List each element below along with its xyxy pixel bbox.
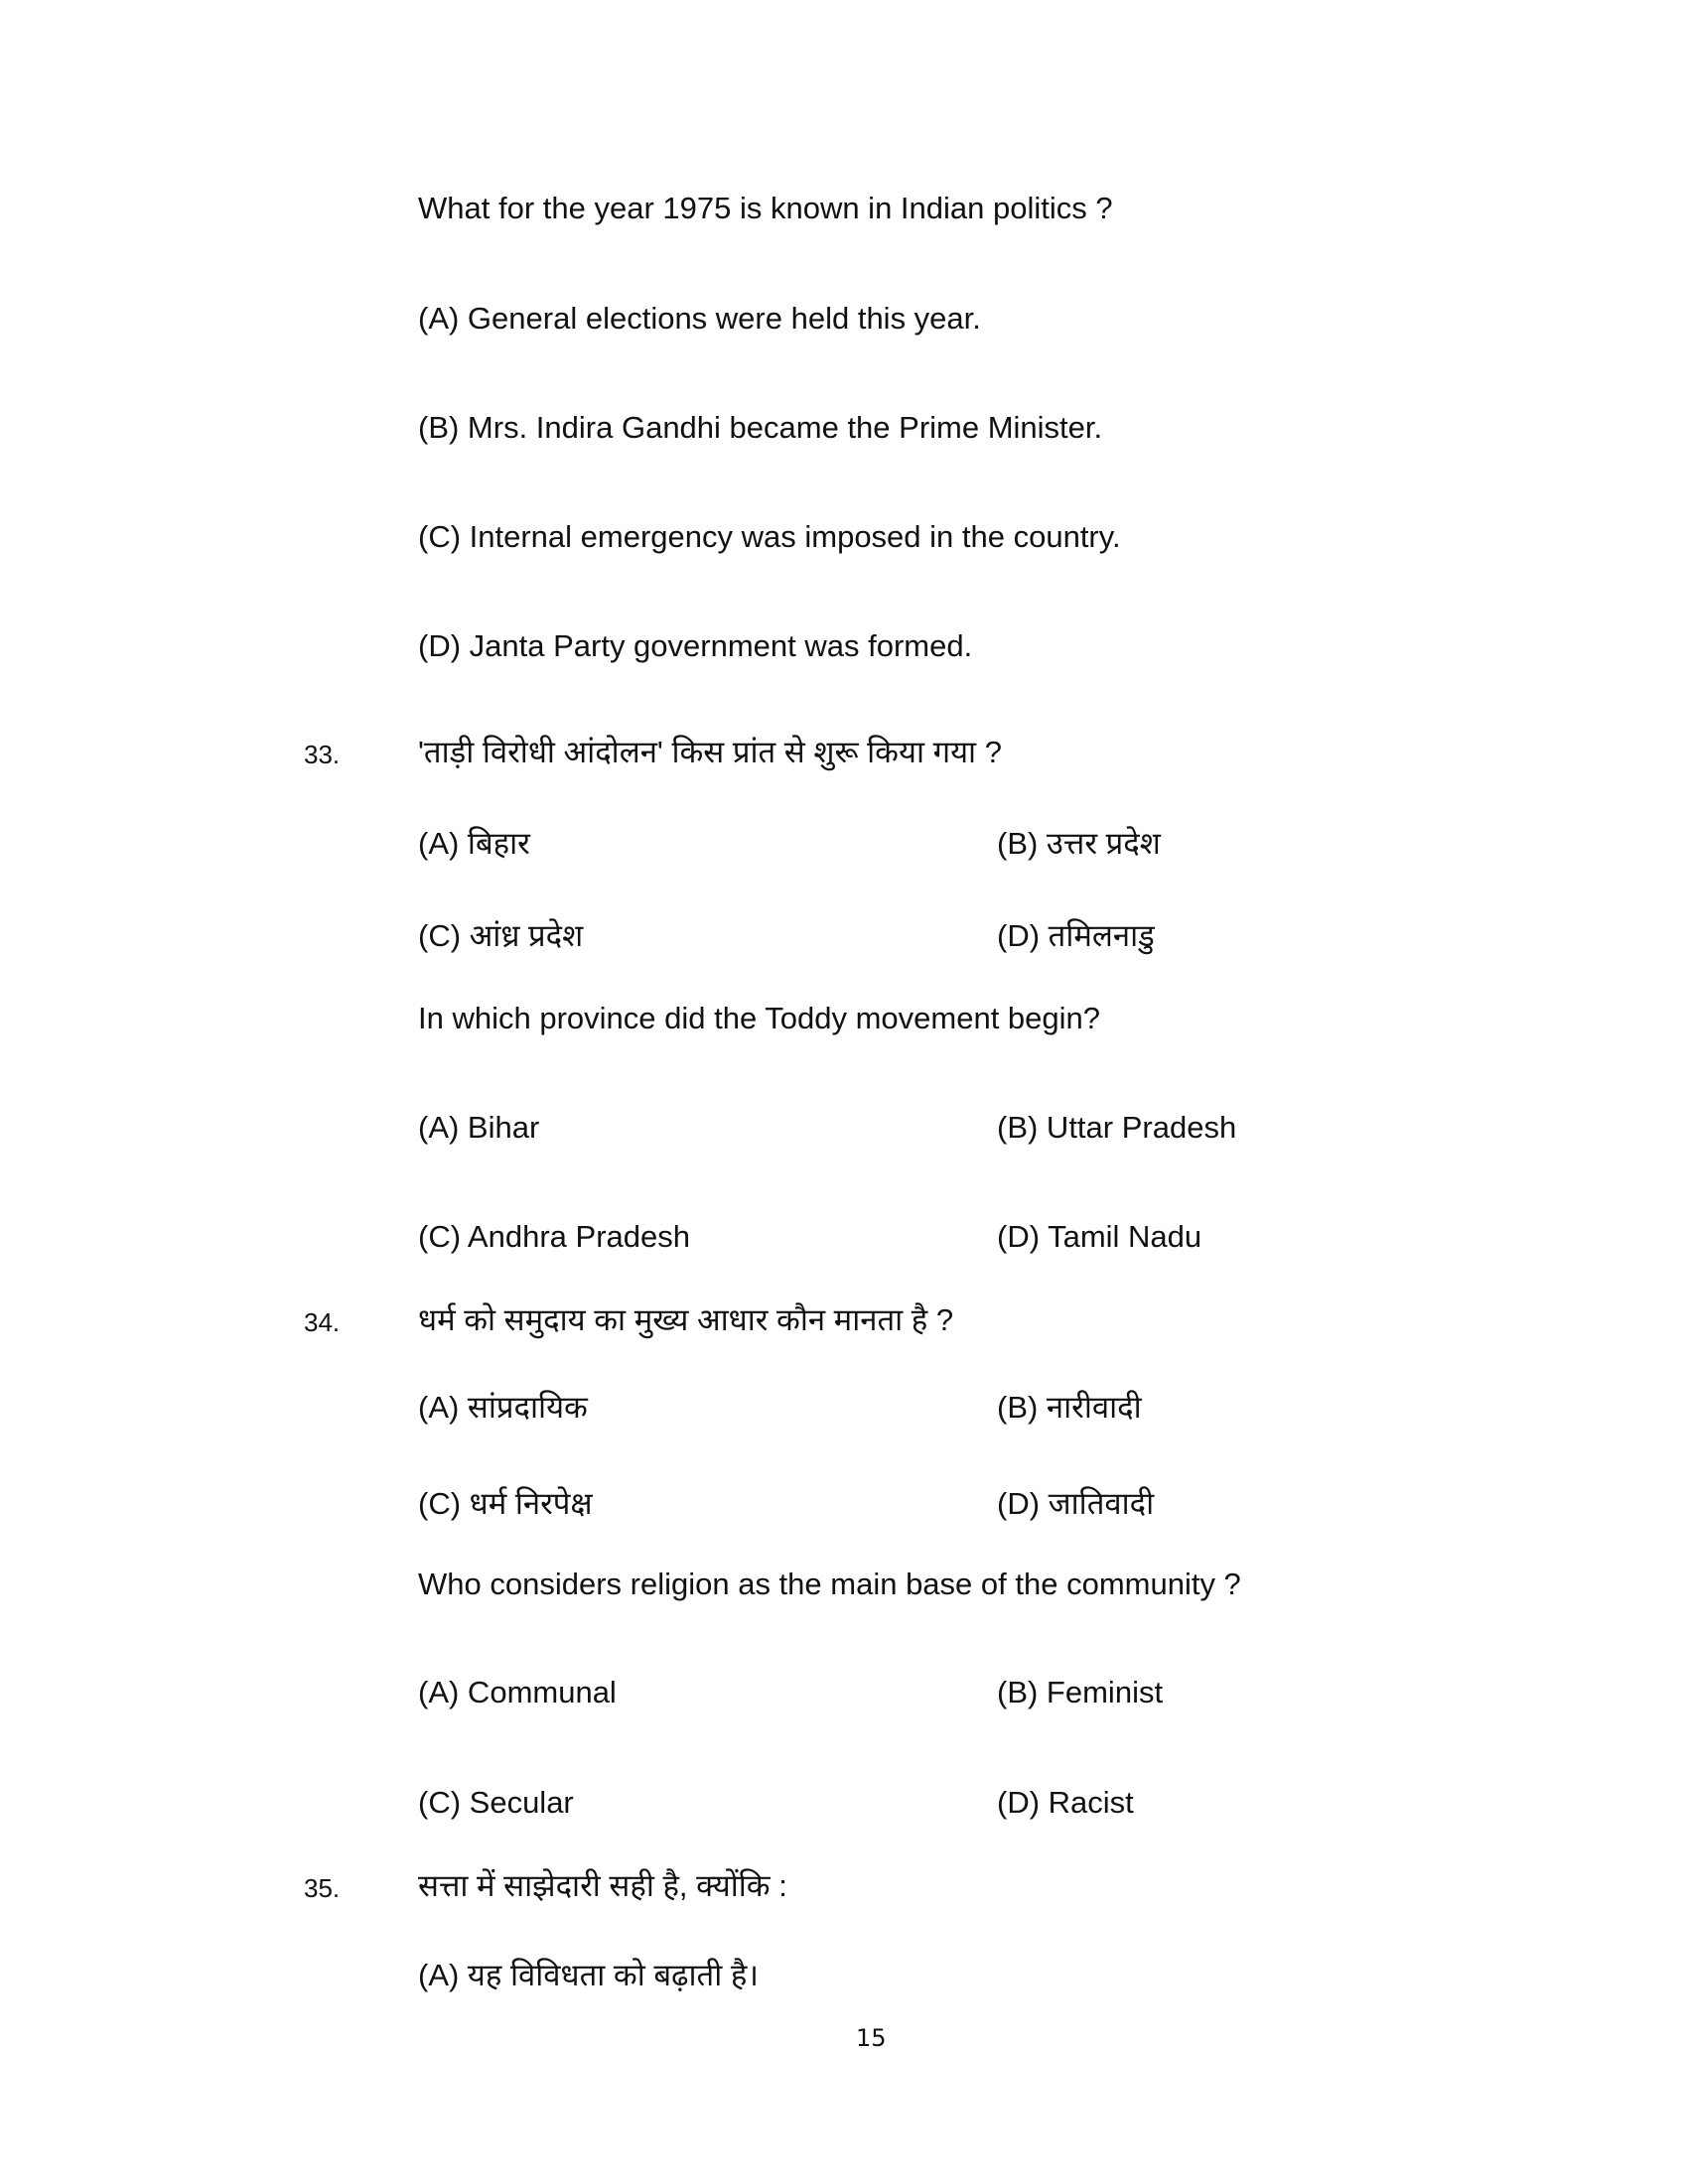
option-a: (A) General elections were held this year. (418, 301, 981, 336)
option-b-english: (B) Uttar Pradesh (997, 1110, 1237, 1145)
option-c: (C) Internal emergency was imposed in the country. (418, 519, 1121, 554)
option-d-english: (D) Tamil Nadu (997, 1219, 1202, 1254)
option-d-hindi: (D) जातिवादी (997, 1486, 1155, 1521)
option-c-english: (C) Andhra Pradesh (418, 1219, 690, 1254)
question-text-english: Who considers religion as the main base of the community ? (418, 1567, 1241, 1601)
question-text: What for the year 1975 is known in Indian politics ? (418, 191, 1113, 225)
page-number: 15 (856, 2024, 887, 2052)
option-a-hindi: (A) यह विविधता को बढ़ाती है। (418, 1958, 760, 1992)
option-d-hindi: (D) तमिलनाडु (997, 918, 1155, 953)
option-b: (B) Mrs. Indira Gandhi became the Prime Minister. (418, 410, 1103, 445)
question-text-hindi: 'ताड़ी विरोधी आंदोलन' किस प्रांत से शुरू किया गया ? (418, 735, 1002, 769)
question-text-hindi: धर्म को समुदाय का मुख्य आधार कौन मानता है ? (418, 1302, 954, 1337)
option-a-hindi: (A) बिहार (418, 826, 530, 861)
option-b-english: (B) Feminist (997, 1675, 1164, 1709)
option-c-english: (C) Secular (418, 1785, 574, 1820)
option-c-hindi: (C) धर्म निरपेक्ष (418, 1486, 593, 1521)
option-d-english: (D) Racist (997, 1785, 1134, 1820)
option-b-hindi: (B) उत्तर प्रदेश (997, 826, 1161, 861)
question-number: 35. (304, 1873, 341, 1903)
option-a-hindi: (A) सांप्रदायिक (418, 1390, 588, 1425)
question-number: 34. (304, 1307, 341, 1337)
option-d: (D) Janta Party government was formed. (418, 628, 973, 663)
option-a-english: (A) Communal (418, 1675, 617, 1709)
question-text-hindi: सत्ता में साझेदारी सही है, क्योंकि : (418, 1868, 787, 1903)
question-text-english: In which province did the Toddy movement begin? (418, 1001, 1101, 1035)
option-b-hindi: (B) नारीवादी (997, 1390, 1142, 1425)
option-a-english: (A) Bihar (418, 1110, 540, 1145)
option-c-hindi: (C) आंध्र प्रदेश (418, 918, 584, 953)
question-number: 33. (304, 740, 341, 769)
